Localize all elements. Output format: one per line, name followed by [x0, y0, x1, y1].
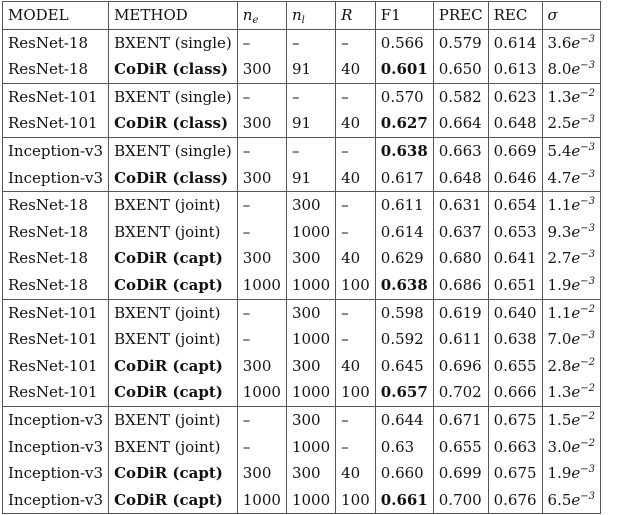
cell-sigma: [542, 192, 601, 219]
table-row: [3, 434, 601, 461]
cell-rec: 0.641: [488, 245, 542, 272]
sigma-mantissa: 9.3: [547, 222, 572, 241]
cell-r: 100: [336, 272, 376, 299]
cell-nl: –: [286, 137, 335, 164]
cell-ne: –: [237, 83, 286, 110]
table-group: [3, 192, 601, 299]
header-prec: PREC: [433, 2, 488, 30]
table-group: [3, 406, 601, 513]
header-nl: [286, 2, 335, 30]
cell-model: ResNet-101: [3, 379, 109, 406]
sigma-mantissa: 1.3: [547, 87, 572, 106]
cell-sigma: [542, 219, 601, 246]
sigma-e: e: [571, 383, 581, 402]
cell-model: ResNet-18: [3, 245, 109, 272]
cell-rec: 0.614: [488, 29, 542, 56]
cell-method: CoDiR (class): [109, 56, 238, 83]
cell-prec: 0.619: [433, 299, 488, 326]
sigma-exponent: −3: [580, 196, 596, 208]
cell-r: 40: [336, 110, 376, 137]
cell-f1: 0.614: [375, 219, 433, 246]
cell-nl: 1000: [286, 272, 335, 299]
sigma-exponent: −3: [580, 330, 596, 342]
cell-nl: 1000: [286, 487, 335, 514]
cell-nl: 300: [286, 245, 335, 272]
cell-f1: 0.63: [375, 434, 433, 461]
cell-r: –: [336, 326, 376, 353]
sigma-mantissa: 5.4: [547, 141, 572, 160]
cell-ne: 300: [237, 353, 286, 380]
table-row: [3, 165, 601, 192]
cell-ne: –: [237, 29, 286, 56]
sigma-exponent: −3: [580, 114, 596, 126]
table-row: [3, 353, 601, 380]
cell-r: 40: [336, 460, 376, 487]
cell-ne: 300: [237, 460, 286, 487]
cell-rec: 0.613: [488, 56, 542, 83]
cell-rec: 0.675: [488, 406, 542, 433]
cell-f1: 0.644: [375, 406, 433, 433]
table-row: [3, 406, 601, 433]
cell-model: ResNet-101: [3, 83, 109, 110]
sigma-mantissa: 1.5: [547, 410, 572, 429]
cell-method: CoDiR (capt): [109, 379, 238, 406]
cell-nl: 1000: [286, 434, 335, 461]
cell-model: ResNet-18: [3, 29, 109, 56]
sigma-exponent: −2: [580, 87, 596, 99]
cell-method: CoDiR (capt): [109, 487, 238, 514]
cell-sigma: [542, 165, 601, 192]
cell-prec: 0.664: [433, 110, 488, 137]
cell-ne: 300: [237, 165, 286, 192]
cell-nl: 1000: [286, 326, 335, 353]
cell-method: BXENT (joint): [109, 326, 238, 353]
cell-model: ResNet-18: [3, 192, 109, 219]
cell-prec: 0.663: [433, 137, 488, 164]
cell-prec: 0.611: [433, 326, 488, 353]
sigma-exponent: −2: [580, 356, 596, 368]
header-f1: F1: [375, 2, 433, 30]
cell-ne: 300: [237, 110, 286, 137]
cell-ne: –: [237, 137, 286, 164]
cell-ne: –: [237, 192, 286, 219]
sigma-exponent: −2: [580, 303, 596, 315]
header-method: METHOD: [109, 2, 238, 30]
table-row: [3, 245, 601, 272]
sigma-mantissa: 8.0: [547, 60, 572, 79]
table-group: [3, 83, 601, 137]
cell-sigma: [542, 272, 601, 299]
cell-sigma: [542, 353, 601, 380]
sigma-e: e: [571, 87, 581, 106]
cell-nl: 91: [286, 110, 335, 137]
cell-rec: 0.676: [488, 487, 542, 514]
header-ne-base: n: [242, 6, 253, 24]
cell-rec: 0.655: [488, 353, 542, 380]
sigma-e: e: [571, 222, 581, 241]
cell-f1: 0.617: [375, 165, 433, 192]
cell-f1: 0.661: [375, 487, 433, 514]
table-group: [3, 137, 601, 191]
sigma-exponent: −3: [580, 141, 596, 153]
cell-model: Inception-v3: [3, 434, 109, 461]
cell-rec: 0.669: [488, 137, 542, 164]
cell-rec: 0.623: [488, 83, 542, 110]
cell-sigma: [542, 434, 601, 461]
header-nl-sub: l: [301, 15, 305, 26]
sigma-exponent: −3: [580, 168, 596, 180]
cell-method: CoDiR (class): [109, 165, 238, 192]
cell-r: 40: [336, 56, 376, 83]
cell-method: BXENT (joint): [109, 434, 238, 461]
table-row: [3, 272, 601, 299]
sigma-e: e: [571, 114, 581, 133]
sigma-mantissa: 2.5: [547, 114, 572, 133]
cell-model: Inception-v3: [3, 165, 109, 192]
cell-method: CoDiR (capt): [109, 245, 238, 272]
cell-f1: 0.645: [375, 353, 433, 380]
header-model: MODEL: [3, 2, 109, 30]
cell-method: BXENT (joint): [109, 406, 238, 433]
sigma-exponent: −3: [580, 33, 596, 45]
cell-method: BXENT (joint): [109, 219, 238, 246]
cell-f1: 0.611: [375, 192, 433, 219]
cell-ne: –: [237, 326, 286, 353]
table-row: [3, 299, 601, 326]
cell-nl: 91: [286, 56, 335, 83]
cell-prec: 0.648: [433, 165, 488, 192]
cell-ne: 300: [237, 56, 286, 83]
cell-f1: 0.638: [375, 137, 433, 164]
header-rec: REC: [488, 2, 542, 30]
sigma-mantissa: 3.6: [547, 33, 572, 52]
cell-nl: –: [286, 83, 335, 110]
cell-method: BXENT (single): [109, 137, 238, 164]
cell-method: BXENT (joint): [109, 299, 238, 326]
table-row: [3, 487, 601, 514]
cell-rec: 0.646: [488, 165, 542, 192]
cell-sigma: [542, 137, 601, 164]
cell-prec: 0.700: [433, 487, 488, 514]
cell-prec: 0.680: [433, 245, 488, 272]
sigma-mantissa: 3.0: [547, 437, 572, 456]
header-ne-sub: e: [252, 15, 259, 26]
cell-method: CoDiR (capt): [109, 353, 238, 380]
cell-nl: 300: [286, 406, 335, 433]
cell-r: –: [336, 29, 376, 56]
cell-f1: 0.660: [375, 460, 433, 487]
sigma-e: e: [571, 141, 581, 160]
table-group: [3, 29, 601, 83]
cell-f1: 0.566: [375, 29, 433, 56]
sigma-mantissa: 6.5: [547, 490, 572, 509]
cell-nl: 1000: [286, 379, 335, 406]
cell-f1: 0.638: [375, 272, 433, 299]
cell-prec: 0.696: [433, 353, 488, 380]
cell-model: ResNet-101: [3, 326, 109, 353]
cell-ne: 1000: [237, 379, 286, 406]
cell-prec: 0.686: [433, 272, 488, 299]
cell-model: Inception-v3: [3, 137, 109, 164]
header-row: [3, 2, 601, 30]
header-sigma: σ: [542, 2, 601, 30]
sigma-exponent: −2: [580, 410, 596, 422]
sigma-e: e: [571, 168, 581, 187]
cell-ne: –: [237, 299, 286, 326]
cell-nl: 300: [286, 460, 335, 487]
cell-rec: 0.638: [488, 326, 542, 353]
cell-r: –: [336, 434, 376, 461]
cell-ne: –: [237, 219, 286, 246]
cell-rec: 0.654: [488, 192, 542, 219]
cell-model: ResNet-101: [3, 353, 109, 380]
table-row: [3, 219, 601, 246]
cell-rec: 0.651: [488, 272, 542, 299]
table-row: [3, 29, 601, 56]
cell-sigma: [542, 110, 601, 137]
cell-sigma: [542, 487, 601, 514]
sigma-exponent: −3: [580, 249, 596, 261]
sigma-mantissa: 4.7: [547, 168, 572, 187]
cell-rec: 0.675: [488, 460, 542, 487]
cell-sigma: [542, 299, 601, 326]
cell-prec: 0.699: [433, 460, 488, 487]
results-table: [2, 1, 601, 514]
cell-prec: 0.637: [433, 219, 488, 246]
table-row: [3, 110, 601, 137]
sigma-exponent: −2: [580, 437, 596, 449]
cell-f1: 0.627: [375, 110, 433, 137]
cell-prec: 0.650: [433, 56, 488, 83]
cell-rec: 0.640: [488, 299, 542, 326]
cell-rec: 0.653: [488, 219, 542, 246]
sigma-mantissa: 1.3: [547, 383, 572, 402]
sigma-mantissa: 2.7: [547, 249, 572, 268]
cell-model: Inception-v3: [3, 460, 109, 487]
cell-prec: 0.582: [433, 83, 488, 110]
sigma-e: e: [571, 356, 581, 375]
cell-sigma: [542, 406, 601, 433]
cell-ne: –: [237, 406, 286, 433]
table-row: [3, 137, 601, 164]
cell-prec: 0.655: [433, 434, 488, 461]
table-header: [3, 2, 601, 30]
sigma-e: e: [571, 275, 581, 294]
sigma-e: e: [571, 490, 581, 509]
cell-sigma: [542, 326, 601, 353]
cell-method: BXENT (single): [109, 83, 238, 110]
cell-r: –: [336, 83, 376, 110]
cell-model: ResNet-101: [3, 299, 109, 326]
sigma-exponent: −2: [580, 383, 596, 395]
cell-model: Inception-v3: [3, 487, 109, 514]
cell-prec: 0.671: [433, 406, 488, 433]
cell-r: –: [336, 137, 376, 164]
cell-nl: 300: [286, 299, 335, 326]
cell-model: ResNet-18: [3, 56, 109, 83]
sigma-mantissa: 1.1: [547, 196, 572, 215]
cell-ne: 1000: [237, 272, 286, 299]
sigma-mantissa: 1.1: [547, 303, 572, 322]
table-row: [3, 460, 601, 487]
sigma-exponent: −3: [580, 464, 596, 476]
cell-rec: 0.663: [488, 434, 542, 461]
table-row: [3, 192, 601, 219]
cell-r: 40: [336, 245, 376, 272]
sigma-mantissa: 1.9: [547, 275, 572, 294]
cell-method: CoDiR (capt): [109, 460, 238, 487]
header-nl-base: n: [291, 6, 302, 24]
table-row: [3, 326, 601, 353]
cell-model: ResNet-18: [3, 272, 109, 299]
cell-r: –: [336, 406, 376, 433]
sigma-e: e: [571, 33, 581, 52]
sigma-exponent: −3: [580, 490, 596, 502]
cell-r: 100: [336, 487, 376, 514]
table-row: [3, 56, 601, 83]
cell-nl: 1000: [286, 219, 335, 246]
cell-r: –: [336, 299, 376, 326]
cell-method: CoDiR (capt): [109, 272, 238, 299]
cell-sigma: [542, 460, 601, 487]
cell-method: BXENT (joint): [109, 192, 238, 219]
sigma-e: e: [571, 330, 581, 349]
cell-ne: 1000: [237, 487, 286, 514]
sigma-e: e: [571, 303, 581, 322]
cell-ne: 300: [237, 245, 286, 272]
header-ne: [237, 2, 286, 30]
table-row: [3, 83, 601, 110]
cell-sigma: [542, 379, 601, 406]
sigma-e: e: [571, 410, 581, 429]
cell-method: BXENT (single): [109, 29, 238, 56]
cell-nl: 300: [286, 192, 335, 219]
sigma-exponent: −3: [580, 222, 596, 234]
cell-method: CoDiR (class): [109, 110, 238, 137]
cell-f1: 0.570: [375, 83, 433, 110]
sigma-exponent: −3: [580, 275, 596, 287]
table-row: [3, 379, 601, 406]
cell-prec: 0.702: [433, 379, 488, 406]
header-r: R: [336, 2, 376, 30]
cell-f1: 0.657: [375, 379, 433, 406]
sigma-mantissa: 7.0: [547, 330, 572, 349]
cell-r: –: [336, 219, 376, 246]
cell-ne: –: [237, 434, 286, 461]
cell-nl: 91: [286, 165, 335, 192]
cell-f1: 0.601: [375, 56, 433, 83]
cell-sigma: [542, 245, 601, 272]
table-group: [3, 299, 601, 406]
cell-nl: –: [286, 29, 335, 56]
cell-sigma: [542, 56, 601, 83]
cell-r: 40: [336, 353, 376, 380]
cell-f1: 0.592: [375, 326, 433, 353]
cell-f1: 0.598: [375, 299, 433, 326]
cell-sigma: [542, 83, 601, 110]
sigma-e: e: [571, 60, 581, 79]
cell-model: Inception-v3: [3, 406, 109, 433]
sigma-e: e: [571, 196, 581, 215]
cell-r: 40: [336, 165, 376, 192]
sigma-e: e: [571, 437, 581, 456]
sigma-mantissa: 1.9: [547, 464, 572, 483]
sigma-exponent: −3: [580, 60, 596, 72]
cell-prec: 0.579: [433, 29, 488, 56]
cell-model: ResNet-18: [3, 219, 109, 246]
sigma-e: e: [571, 249, 581, 268]
sigma-e: e: [571, 464, 581, 483]
cell-rec: 0.648: [488, 110, 542, 137]
cell-model: ResNet-101: [3, 110, 109, 137]
sigma-mantissa: 2.8: [547, 356, 572, 375]
cell-r: –: [336, 192, 376, 219]
cell-prec: 0.631: [433, 192, 488, 219]
cell-sigma: [542, 29, 601, 56]
cell-r: 100: [336, 379, 376, 406]
cell-f1: 0.629: [375, 245, 433, 272]
cell-rec: 0.666: [488, 379, 542, 406]
cell-nl: 300: [286, 353, 335, 380]
